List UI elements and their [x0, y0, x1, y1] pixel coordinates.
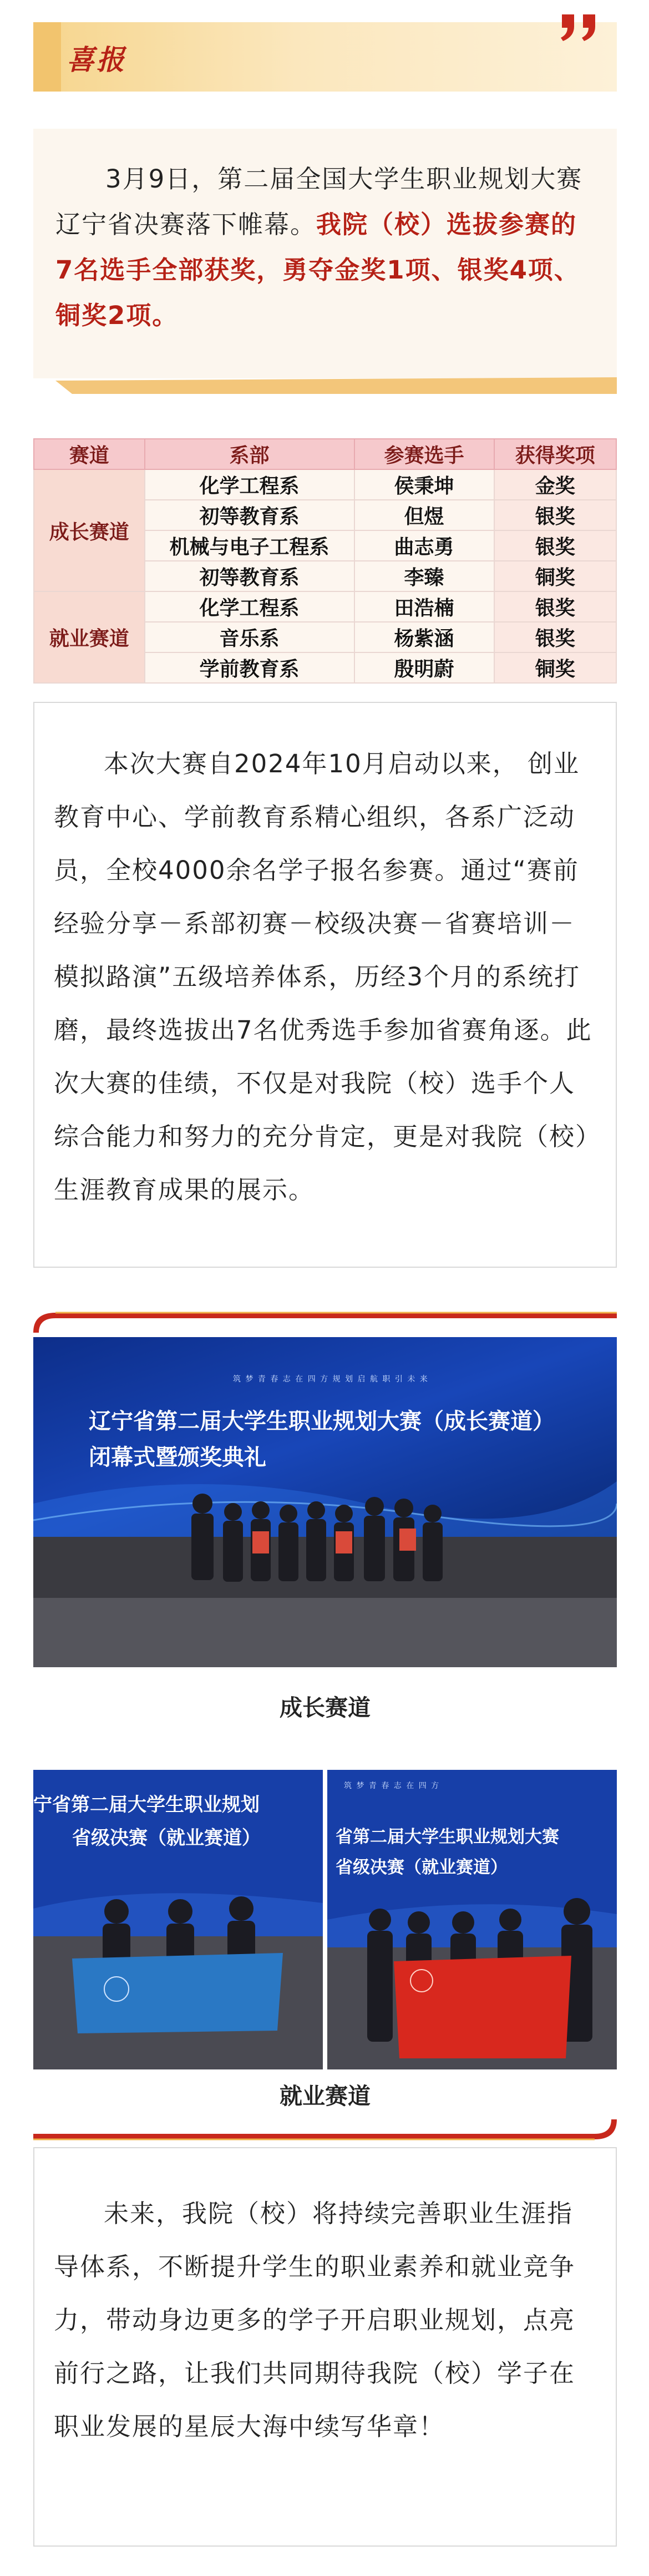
name-cell: 侯秉坤: [354, 469, 494, 500]
dept-cell: 机械与电子工程系: [145, 530, 354, 561]
dept-cell: 音乐系: [145, 622, 354, 652]
screen-title: 辽宁省第二届大学生职业规划大赛（成长赛道）: [89, 1409, 555, 1434]
award-cell: 银奖: [494, 500, 617, 530]
body-paragraph: 本次大赛自2024年10月启动以来， 创业教育中心、学前教育系精心组织，各系广泛动员，全校4000余名学子报名参赛。通过“赛前经验分享－系部初赛－校级决赛－省赛培训－模拟路演”五级培养体系，历经3个月的系统打磨，最终选拔出7名优秀选手参加省赛角逐。此次大赛的佳绩，不仅是对我院（校）选手个人综合能力和努力的充分肯定，更是对我院（校）生涯教育成果的展示。: [54, 749, 592, 1205]
intro-ribbon: [55, 377, 617, 394]
dept-cell: 化学工程系: [145, 469, 354, 500]
table-header-row: [34, 439, 616, 469]
closing-paragraph: 未来，我院（校）将持续完善职业生涯指导体系，不断提升学生的职业素养和就业竞争力，带动身边更多的学子开启职业规划，点亮前行之路，让我们共同期待我院（校）学子在职业发展的星辰大海中续写华章！: [54, 2199, 576, 2441]
intro-box: [33, 129, 617, 378]
right-screen-title-1: 省第二届大学生职业规划大赛: [336, 1827, 559, 1847]
col-header-dept: 系部: [145, 439, 354, 469]
award-cell: 银奖: [494, 622, 617, 652]
employment-photo-right: [327, 1770, 617, 2069]
track-cell: 成长赛道: [34, 469, 145, 591]
table-row: [34, 591, 616, 622]
photo1-caption: 成长赛道: [280, 1694, 371, 1721]
left-screen-title-2: 省级决赛（就业赛道）: [72, 1827, 261, 1849]
intro-text: 3月9日，第二届全国大学生职业规划大赛辽宁省决赛落下帷幕。: [55, 164, 583, 239]
award-cell: 铜奖: [494, 652, 617, 683]
dept-cell: 学前教育系: [145, 652, 354, 683]
screen-slogan: 筑 梦 青 春 志 在 四 方 规 划 启 航 职 引 未 来: [233, 1375, 429, 1384]
banner-accent: [33, 22, 61, 92]
left-screen-title-1: 宁省第二届大学生职业规划: [33, 1794, 260, 1816]
col-header-name: 参赛选手: [354, 439, 494, 469]
dept-cell: 初等教育系: [145, 561, 354, 591]
body-text-box: [33, 702, 617, 1268]
ceremony-photo: [33, 1337, 617, 1667]
dept-cell: 初等教育系: [145, 500, 354, 530]
employment-photo-left: [33, 1770, 323, 2069]
photo-bottom-arc: [33, 2119, 617, 2142]
name-cell: 田浩楠: [354, 591, 494, 622]
right-screen-title-2: 省级决赛（就业赛道）: [336, 1858, 508, 1877]
intro-paragraph: [55, 156, 595, 338]
col-header-track: 赛道: [34, 439, 145, 469]
table-row: [34, 469, 616, 500]
intro-highlight: 我院（校）选拔参赛的7名选手全部获奖，勇夺金奖1项、银奖4项、铜奖2项。: [55, 210, 580, 330]
award-cell: 银奖: [494, 530, 617, 561]
awards-table: [33, 438, 617, 684]
name-cell: 李臻: [354, 561, 494, 591]
col-header-award: 获得奖项: [494, 439, 617, 469]
award-cell: 金奖: [494, 469, 617, 500]
award-cell: 铜奖: [494, 561, 617, 591]
dept-cell: 化学工程系: [145, 591, 354, 622]
screen-subtitle: 闭幕式暨颁奖典礼: [89, 1445, 266, 1470]
right-screen-slogan: 筑 梦 青 春 志 在 四 方: [344, 1782, 440, 1790]
award-cell: 银奖: [494, 591, 617, 622]
name-cell: 但煜: [354, 500, 494, 530]
name-cell: 曲志勇: [354, 530, 494, 561]
quote-icon: [557, 10, 602, 43]
closing-text-box: [33, 2147, 617, 2547]
name-cell: 殷明蔚: [354, 652, 494, 683]
photo-top-arc: [33, 1310, 617, 1333]
photo2-caption: 就业赛道: [280, 2083, 371, 2109]
track-cell: 就业赛道: [34, 591, 145, 683]
page-title: 喜报: [67, 44, 126, 76]
name-cell: 杨紫涵: [354, 622, 494, 652]
